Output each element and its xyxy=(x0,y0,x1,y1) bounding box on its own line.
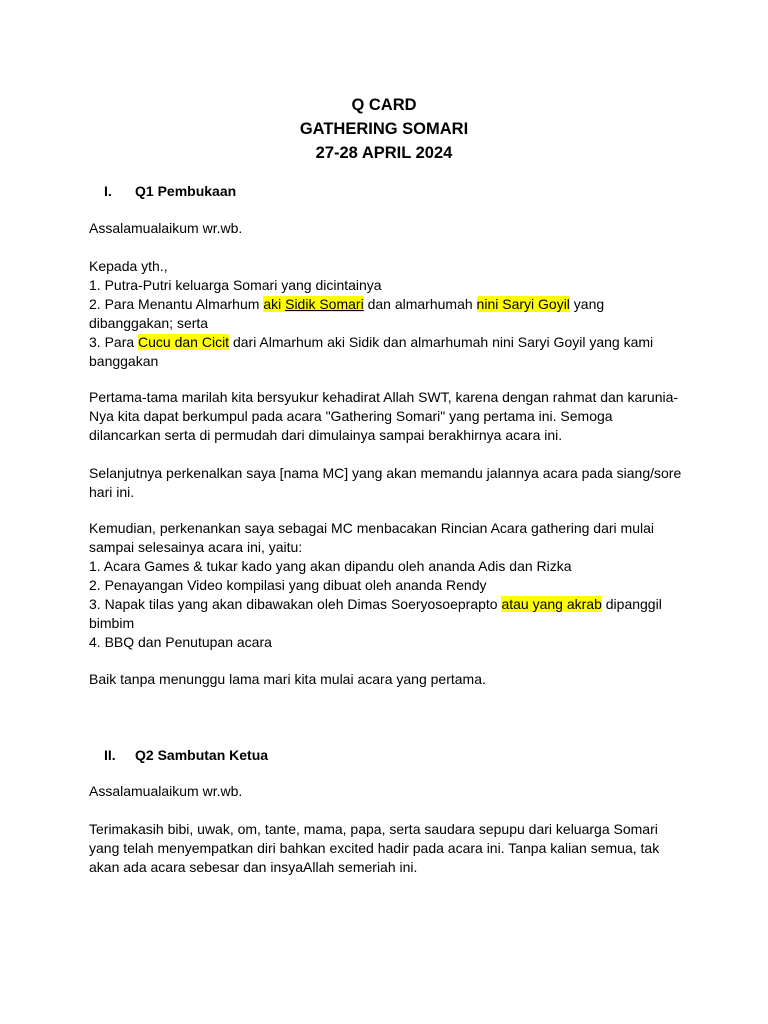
acara-item-2: 2. Penayangan Video kompilasi yang dibuat oleh ananda Rendy xyxy=(89,577,487,593)
highlight-underlined: Sidik Somari xyxy=(285,296,364,312)
paragraph-pertama: Pertama-tama marilah kita bersyukur kehadirat Allah SWT, karena dengan rahmat dan karunia- Nya kita dapat berkumpul pada acara "Gathering Somari" yang pertama ini. Semoga dilancarkan serta di permudah dari dimulainya sampai berakhirnya acara ini. xyxy=(89,389,679,443)
section-1-number: I. xyxy=(104,183,112,199)
acara-item-3: 3. Napak tilas yang akan dibawakan oleh Dimas Soeryosoeprapto atau yang akrab dipanggil xyxy=(89,596,662,612)
acara-item-4: 4. BBQ dan Penutupan acara xyxy=(89,634,272,650)
section-2-greeting: Assalamualaikum wr.wb. xyxy=(89,783,243,799)
document-title xyxy=(0,93,768,165)
recipient-item-3: 3. Para Cucu dan Cicit dari Almarhum aki Sidik dan almarhumah nini Saryi Goyil yang kami xyxy=(89,334,654,350)
highlight: nini Saryi Goyil xyxy=(476,296,570,312)
section-2-title: Q2 Sambutan Ketua xyxy=(135,747,269,763)
highlight: aki xyxy=(263,296,286,312)
title-line-1: Q CARD xyxy=(351,96,417,114)
acara-item-1: 1. Acara Games & tukar kado yang akan dipandu oleh ananda Adis dan Rizka xyxy=(89,558,572,574)
highlight: Cucu dan Cicit xyxy=(138,334,230,350)
section-2-heading xyxy=(104,746,268,764)
recipient-item-2: 2. Para Menantu Almarhum aki Sidik Somari dan almarhumah nini Saryi Goyil yang xyxy=(89,296,605,312)
title-line-2: GATHERING SOMARI xyxy=(299,120,469,138)
acara-item-3-cont: bimbim xyxy=(89,615,135,631)
section-2-number: II. xyxy=(104,747,116,763)
section-1-title: Q1 Pembukaan xyxy=(135,183,237,199)
paragraph-closing: Baik tanpa menunggu lama mari kita mulai acara yang pertama. xyxy=(89,671,486,687)
recipient-item-3-cont: banggakan xyxy=(89,353,159,369)
recipient-item-1: 1. Putra-Putri keluarga Somari yang dicintainya xyxy=(89,277,382,293)
recipient-item-2-cont: dibanggakan; serta xyxy=(89,315,209,331)
paragraph-terimakasih: Terimakasih bibi, uwak, om, tante, mama, papa, serta saudara sepupu dari keluarga Somari yang telah menyempatkan diri bahkan excited hadir pada acara ini. Tanpa kalian semua, tak akan ada acara sebesar dan insyaAllah semeriah ini. xyxy=(89,821,660,875)
paragraph-selanjutnya: Selanjutnya perkenalkan saya [nama MC] yang akan memandu jalannya acara pada siang/sore hari ini. xyxy=(89,465,682,500)
section-1-greeting: Assalamualaikum wr.wb. xyxy=(89,220,243,236)
paragraph-rincian-acara: Kemudian, perkenankan saya sebagai MC menbacakan Rincian Acara gathering dari mulai sampai selesainya acara ini, yaitu: 1. Acara Games & tukar kado yang akan dipandu oleh ananda Adis dan Rizka 2. Penayangan Video kompilasi yang dibuat oleh ananda Rendy 3. Napak tilas yang akan dibawakan oleh Dimas Soeryosoeprapto atau yang akrab dipanggil bimbim 4. BBQ dan Penutupan acara xyxy=(89,519,689,652)
section-1-heading xyxy=(104,182,236,200)
title-line-3: 27-28 APRIL 2024 xyxy=(315,144,453,162)
recipients-list xyxy=(89,257,689,371)
kepada-line: Kepada yth., xyxy=(89,258,168,274)
highlight: atau yang akrab xyxy=(501,596,602,612)
